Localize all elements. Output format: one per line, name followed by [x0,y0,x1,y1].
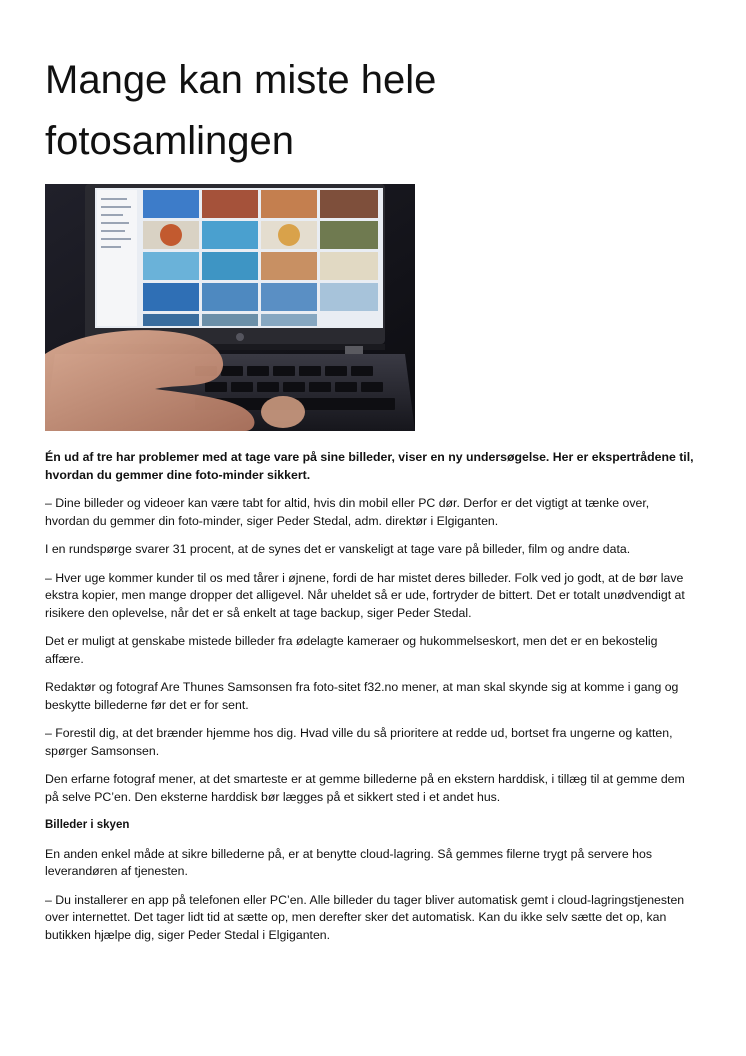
paragraph: Den erfarne fotograf mener, at det smarteste er at gemme billederne på en ekstern harddisk, i tillæg til at gemme dem på selve PC’en. Den eksterne harddisk bør lægges på et sikkert sted i et andet hus. [45,772,685,804]
article-title: Mange kan miste hele fotosamlingen [45,58,437,163]
paragraph: En anden enkel måde at sikre billederne på, er at benytte cloud-lagring. Så gemmes filerne trygt på servere hos leverandøren af tjenesten. [45,846,652,878]
paragraph: – Du installerer en app på telefonen eller PC’en. Alle billeder du tager bliver automatisk gemt i cloud-lagringstjenesten over internettet. Det tager lidt tid at sætte op, men derefter sker det automatisk. Kan du ikke selv sætte det op, kan butikken hjælpe dig, siger Peder Stedal i Elgiganten. [45,892,685,942]
article-body [45,449,695,955]
paragraph: I en rundspørge svarer 31 procent, at de synes det er vanskeligt at tage vare på billeder, film og andre data. [45,542,631,556]
paragraph: Redaktør og fotograf Are Thunes Samsonsen fra foto-sitet f32.no mener, at man skal skynde sig at komme i gang og beskytte billederne før det er for sent. [45,680,679,712]
section-heading: Billeder i skyen [45,819,130,831]
paragraph: – Dine billeder og videoer kan være tabt for altid, hvis din mobil eller PC dør. Derfor er det vigtigt at tænke over, hvordan du gemmer din foto-minder, siger Peder Stedal, adm. direktør i Elgiganten. [45,496,650,528]
paragraph: Det er muligt at genskabe mistede billeder fra ødelagte kameraer og hukommelseskort, men det er en bekostelig affære. [45,634,658,666]
paragraph: – Forestil dig, at det brænder hjemme hos dig. Hvad ville du så prioritere at redde ud, bortset fra ungerne og katten, spørger Samsonsen. [45,726,673,758]
article-photo-laptop [45,184,415,431]
paragraph: – Hver uge kommer kunder til os med tårer i øjnene, fordi de har mistet deres billeder. Folk ved jo godt, at de bør lave ekstra kopier, men mange dropper det alligevel. Når uheldet så er ude, fortryder de bittert. Det er totalt unødvendigt at risikere den oplevelse, når det er så enkelt at tage backup, siger Peder Stedal. [45,570,685,620]
article-lead: Én ud af tre har problemer med at tage vare på sine billeder, viser en ny undersøgelse. Her er ekspertrådene til, hvordan du gemmer dine foto-minder sikkert. [45,450,694,482]
laptop-photo-illustration [45,184,415,431]
